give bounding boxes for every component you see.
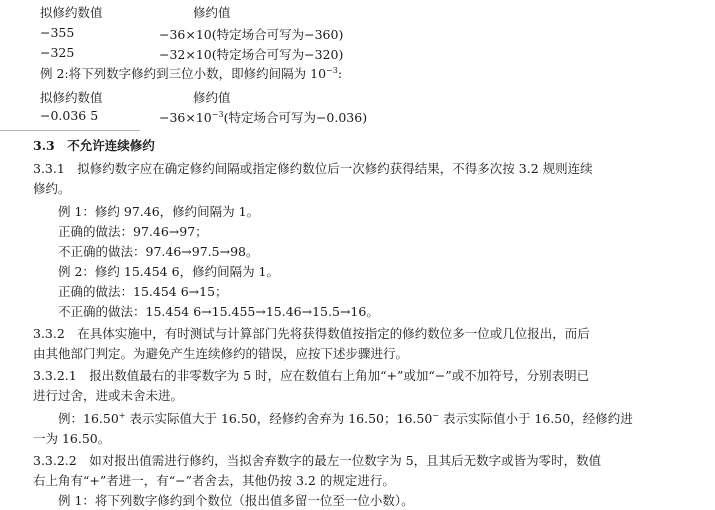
table1-row1-left: −355 bbox=[40, 25, 75, 40]
table1-header-right: 修约值 bbox=[193, 5, 231, 20]
ex3-end-text: 表示实际值小于 16.50，经修约进 bbox=[438, 411, 633, 426]
ex2-incorrect: 不正确的做法：15.454 6→15.455→15.46→15.5→16。 bbox=[58, 304, 379, 319]
table1-row2-left: −325 bbox=[40, 45, 75, 60]
table1-row2-right: −32×10(特定场合可写为−320) bbox=[159, 47, 344, 62]
ex3-line1 bbox=[58, 410, 633, 428]
ex1-incorrect: 不正确的做法：97.46→97.5→98。 bbox=[58, 244, 259, 259]
p3322-line1: 3.3.2.2 如对报出值需进行修约，当拟舍弃数字的最左一位数字为 5，且其后无数字或皆为零时，数值 bbox=[33, 453, 602, 468]
ex2-correct: 正确的做法：15.454 6→15； bbox=[58, 284, 228, 299]
ex2-title: 例 2：修约 15.454 6，修约间隔为 1。 bbox=[58, 264, 279, 279]
example2-row-right-exponent: −3 bbox=[211, 109, 224, 119]
p331-line1: 3.3.1 拟修约数字应在确定修约间隔或指定修约数位后一次修约获得结果，不得多次按 3.2 规则连续 bbox=[33, 161, 593, 176]
p3321-line1: 3.3.2.1 报出数值最右的非零数字为 5 时，应在数值右上角加“+”或加“−”或不加符号，分别表明已 bbox=[33, 368, 590, 383]
ex3-plus-sign: + bbox=[118, 410, 126, 420]
p3322-line2: 右上角有“+”者进一，有“−”者舍去，其他仍按 3.2 的规定进行。 bbox=[33, 473, 395, 488]
example2-row-right-base: −36×10 bbox=[159, 110, 212, 125]
ex3-minus-sign: − bbox=[432, 410, 439, 420]
example2-header-left: 拟修约数值 bbox=[40, 90, 103, 105]
table1-row1-right: −36×10(特定场合可写为−360) bbox=[159, 27, 344, 42]
ex1-correct: 正确的做法：97.46→97； bbox=[58, 224, 208, 239]
p331-line2: 修约。 bbox=[33, 181, 71, 196]
example2-intro-colon: : bbox=[337, 66, 343, 81]
p332-line1: 3.3.2 在具体实施中，有时测试与计算部门先将获得数值按指定的修约数位多一位或几位报出，而后 bbox=[33, 326, 590, 341]
example2-header-right: 修约值 bbox=[193, 90, 231, 105]
example2-row-right-note: (特定场合可写为−0.036) bbox=[223, 110, 368, 125]
ex4-title: 例 1：将下列数字修约到个数位（报出值多留一位至一位小数）。 bbox=[58, 493, 414, 508]
section-3-3-heading: 3.3 不允许连续修约 bbox=[33, 138, 155, 153]
example2-row-left: −0.036 5 bbox=[40, 108, 99, 123]
example2-intro bbox=[40, 65, 342, 83]
table1-header-left: 拟修约数值 bbox=[40, 5, 103, 20]
ex1-title: 例 1：修约 97.46，修约间隔为 1。 bbox=[58, 204, 260, 219]
ex3-line2: 一为 16.50。 bbox=[33, 431, 111, 446]
ex3-value-plus: 例：16.50 bbox=[58, 411, 119, 426]
p3321-line2: 进行过舍，进或未舍未进。 bbox=[33, 388, 184, 403]
p332-line2: 由其他部门判定。为避免产生连续修约的错误，应按下述步骤进行。 bbox=[33, 346, 409, 361]
example2-intro-text: 例 2:将下列数字修约到三位小数，即修约间隔为 10 bbox=[40, 66, 327, 81]
page-seam-divider bbox=[0, 130, 140, 131]
example2-row-right bbox=[159, 108, 367, 126]
example2-intro-exponent: −3 bbox=[326, 65, 338, 75]
ex3-middle-text: 表示实际值大于 16.50，经修约舍弃为 16.50；16.50 bbox=[125, 411, 433, 426]
